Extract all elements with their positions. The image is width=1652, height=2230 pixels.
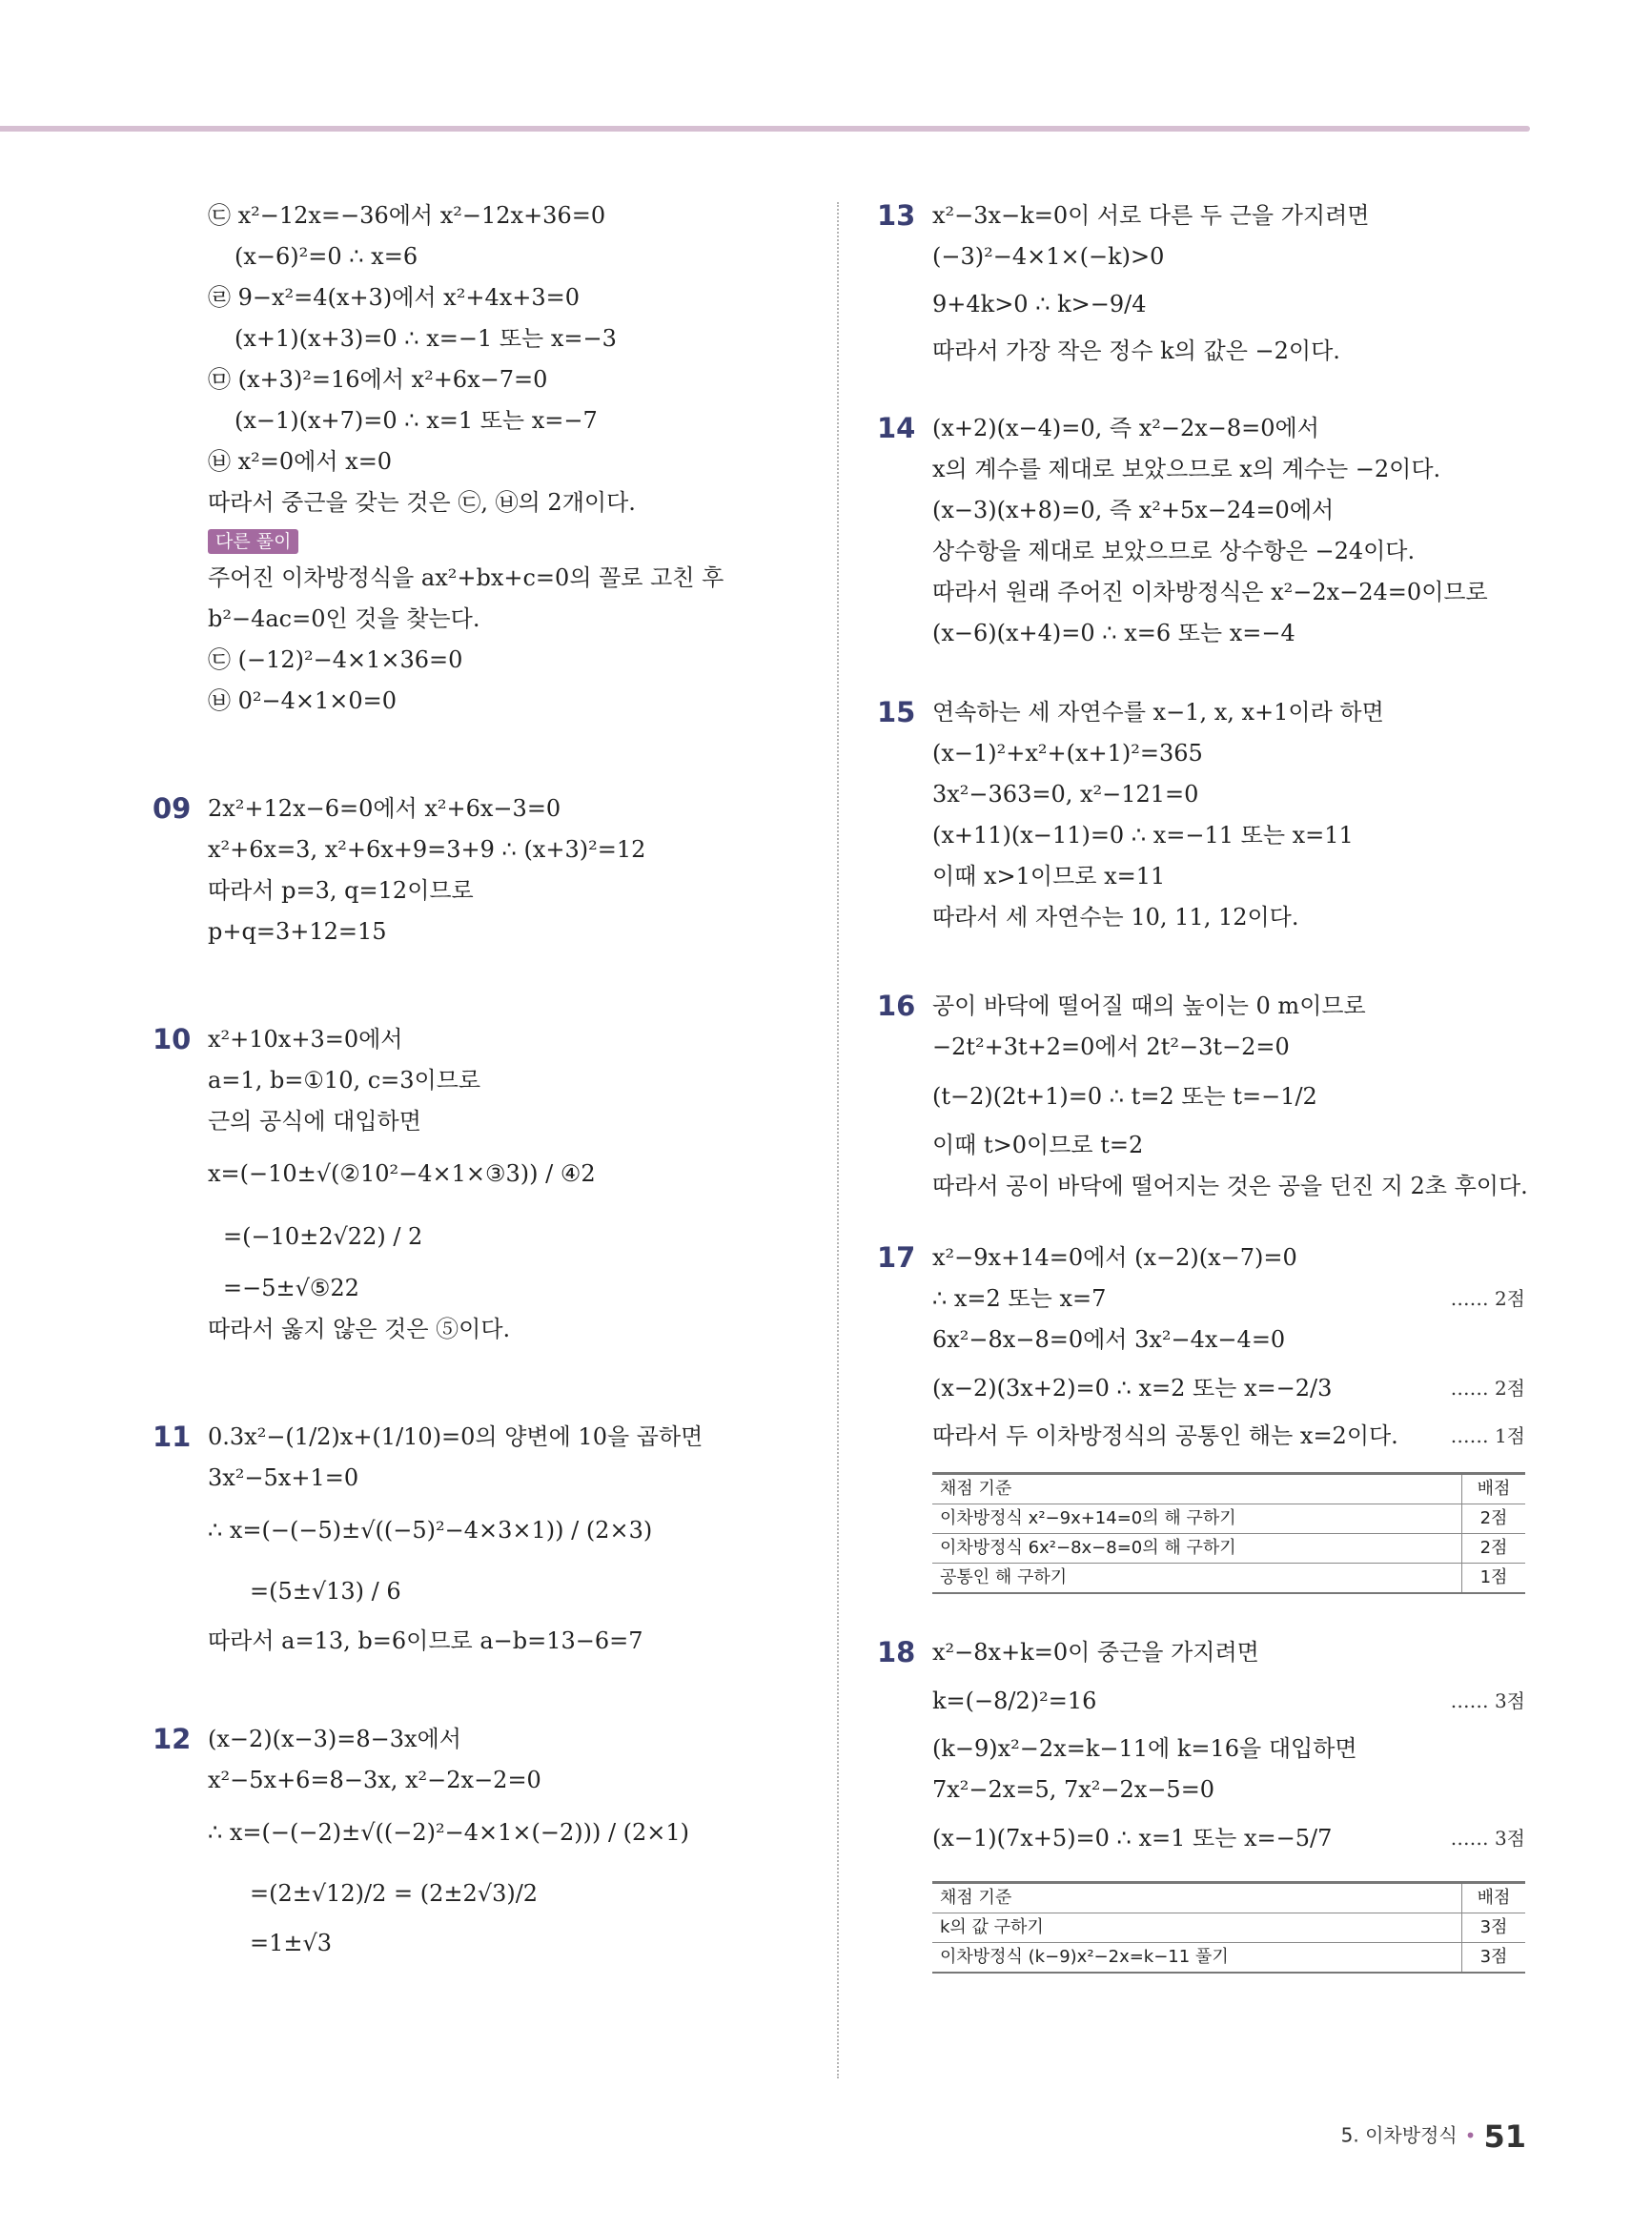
problem-18 [877,1632,1525,1974]
table-cell: 이차방정식 (k−9)x²−2x=k−11 풀기 [932,1943,1462,1974]
solution-line: (x−2)(x−3)=8−3x에서 [208,1726,461,1752]
table-row [932,1943,1525,1974]
solution-line: 이때 x>1이므로 x=11 [932,863,1166,890]
table-row [932,1564,1525,1594]
solution-line: p+q=3+12=15 [208,918,387,945]
solution-line [932,1361,1525,1416]
left-column [153,195,810,1964]
solution-line: ㉢ x²−12x=−36에서 x²−12x+36=0 [208,202,606,229]
solution-line: x=(−10±√(②10²−4×1×③3)) / ④2 [208,1160,596,1187]
solution-line: 따라서 가장 작은 정수 k의 값은 −2이다. [932,338,1340,364]
solution-line: (x+11)(x−11)=0 ∴ x=−11 또는 x=11 [932,822,1354,849]
solution-line: b²−4ac=0인 것을 찾는다. [208,605,480,632]
solution-text: x²−8x+k=0이 중근을 가지려면 [932,1639,1259,1666]
right-column [877,195,1528,1974]
solution-line: ∴ x=(−(−2)±√((−2)²−4×1×(−2))) / (2×1) [208,1819,690,1846]
table-row [932,1913,1525,1943]
solution-line: x²−5x+6=8−3x, x²−2x−2=0 [208,1767,541,1793]
solution-line [932,1320,1525,1361]
solution-line: 3x²−363=0, x²−121=0 [932,781,1199,808]
solution-line: 따라서 중근을 갖는 것은 ㉢, ㉥의 2개이다. [208,489,636,516]
solution-text: ∴ x=2 또는 x=7 [932,1285,1107,1312]
solution-line: ㉥ 0²−4×1×0=0 [208,687,398,714]
table-cell: k의 값 구하기 [932,1913,1462,1943]
problem-10 [153,1019,810,1350]
solution-line: (x−6)²=0 ∴ x=6 [235,243,418,270]
solution-line: ㉤ (x+3)²=16에서 x²+6x−7=0 [208,366,548,393]
problem-16 [877,986,1528,1207]
solution-line: a=1, b=①10, c=3이므로 [208,1067,481,1094]
problem-08-continued [153,195,810,722]
solution-line [932,1811,1525,1866]
problem-number: 13 [877,199,916,232]
table-row [932,1504,1525,1534]
bullet-icon: • [1464,2123,1477,2147]
solution-line: 따라서 세 자연수는 10, 11, 12이다. [932,904,1299,931]
table-header: 채점 기준 [932,1474,1462,1504]
solution-line: (x−3)(x+8)=0, 즉 x²+5x−24=0에서 [932,497,1335,523]
solution-line: 따라서 a=13, b=6이므로 a−b=13−6=7 [208,1627,643,1654]
table-cell: 공통인 해 구하기 [932,1564,1462,1594]
problem-11 [153,1417,810,1662]
table-header: 채점 기준 [932,1883,1462,1913]
solution-line: =(2±√12)/2 = (2±2√3)/2 [250,1880,539,1907]
score-note: …… 3점 [1450,1827,1525,1850]
solution-text: x²−9x+14=0에서 (x−2)(x−7)=0 [932,1244,1297,1271]
solution-line: (x−1)²+x²+(x+1)²=365 [932,740,1203,767]
problem-number: 11 [153,1421,192,1453]
problem-number: 10 [153,1023,192,1055]
score-note: …… 2점 [1450,1287,1525,1310]
problem-13 [877,195,1525,372]
alternative-solution-tag: 다른 풀이 [208,529,298,554]
solution-line: 따라서 원래 주어진 이차방정식은 x²−2x−24=0이므로 [932,579,1488,605]
page-number: 51 [1483,2118,1526,2155]
problem-number: 18 [877,1636,916,1668]
solution-text: k=(−8/2)²=16 [932,1688,1097,1714]
solution-text: (x−2)(3x+2)=0 ∴ x=2 또는 x=−2/3 [932,1375,1333,1401]
problem-number: 14 [877,412,916,444]
solution-line: ㉥ x²=0에서 x=0 [208,448,393,475]
solution-line [932,1770,1525,1811]
solution-line [932,1673,1525,1729]
solution-line [932,1632,1525,1673]
solution-line: 3x²−5x+1=0 [208,1464,359,1491]
table-cell: 이차방정식 6x²−8x−8=0의 해 구하기 [932,1534,1462,1564]
table-row [932,1534,1525,1564]
grading-table [932,1881,1525,1974]
solution-line: ∴ x=(−(−5)±√((−5)²−4×3×1)) / (2×3) [208,1517,653,1544]
problem-number: 17 [877,1241,916,1274]
grading-table [932,1472,1525,1594]
problem-12 [153,1719,810,1964]
solution-line [932,1729,1525,1770]
solution-line: (x+1)(x+3)=0 ∴ x=−1 또는 x=−3 [235,325,617,352]
solution-line: (x+2)(x−4)=0, 즉 x²−2x−8=0에서 [932,415,1319,441]
solution-line: −2t²+3t+2=0에서 2t²−3t−2=0 [932,1033,1290,1060]
solution-text: (x−1)(7x+5)=0 ∴ x=1 또는 x=−5/7 [932,1825,1333,1852]
table-cell: 2점 [1462,1534,1526,1564]
solution-line: 상수항을 제대로 보았으므로 상수항은 −24이다. [932,538,1416,564]
solution-line: 근의 공식에 대입하면 [208,1108,421,1135]
solution-line: x²+10x+3=0에서 [208,1026,403,1053]
problem-14 [877,408,1525,654]
table-cell: 2점 [1462,1504,1526,1534]
solution-line: 0.3x²−(1/2)x+(1/10)=0의 양변에 10을 곱하면 [208,1423,704,1450]
solution-line: ㉣ 9−x²=4(x+3)에서 x²+4x+3=0 [208,284,581,311]
problem-09 [153,788,810,952]
solution-line: =(−10±2√22) / 2 [223,1223,423,1250]
solution-line: 2x²+12x−6=0에서 x²+6x−3=0 [208,795,561,822]
problem-number: 12 [153,1723,192,1755]
column-divider [837,202,839,2078]
table-cell: 이차방정식 x²−9x+14=0의 해 구하기 [932,1504,1462,1534]
table-cell: 1점 [1462,1564,1526,1594]
solution-line: (t−2)(2t+1)=0 ∴ t=2 또는 t=−1/2 [932,1083,1317,1110]
problem-number: 15 [877,696,916,728]
problem-15 [877,692,1525,938]
solution-line: (−3)²−4×1×(−k)>0 [932,243,1165,270]
solution-line: 이때 t>0이므로 t=2 [932,1132,1144,1158]
solution-line [932,1238,1525,1279]
score-note: …… 3점 [1450,1689,1525,1712]
solution-line: 공이 바닥에 떨어질 때의 높이는 0 m이므로 [932,992,1366,1019]
solution-line: x의 계수를 제대로 보았으므로 x의 계수는 −2이다. [932,456,1441,482]
table-cell: 3점 [1462,1913,1526,1943]
table-header: 배점 [1462,1474,1526,1504]
solution-line: =−5±√⑤22 [223,1275,359,1301]
table-cell: 3점 [1462,1943,1526,1974]
solution-line: (x−1)(x+7)=0 ∴ x=1 또는 x=−7 [235,407,598,434]
table-header: 배점 [1462,1883,1526,1913]
solution-line: 따라서 공이 바닥에 떨어지는 것은 공을 던진 지 2초 후이다. [932,1173,1528,1199]
top-rule [0,126,1530,132]
page-footer [1341,2118,1526,2155]
solution-line: x²+6x=3, x²+6x+9=3+9 ∴ (x+3)²=12 [208,836,646,863]
solution-line [932,1279,1525,1320]
problem-17 [877,1238,1525,1594]
solution-line: =1±√3 [250,1930,333,1956]
solution-line: x²−3x−k=0이 서로 다른 두 근을 가지려면 [932,202,1370,229]
score-note: …… 2점 [1450,1377,1525,1400]
problem-number: 16 [877,990,916,1022]
solution-line [932,1416,1525,1457]
solution-line: 9+4k>0 ∴ k>−9/4 [932,291,1147,317]
solution-line: (x−6)(x+4)=0 ∴ x=6 또는 x=−4 [932,620,1295,646]
problem-number: 09 [153,792,192,825]
solution-line: 따라서 p=3, q=12이므로 [208,877,474,904]
solution-line: 주어진 이차방정식을 ax²+bx+c=0의 꼴로 고친 후 [208,564,724,591]
solution-text: (k−9)x²−2x=k−11에 k=16을 대입하면 [932,1735,1357,1762]
solution-text: 6x²−8x−8=0에서 3x²−4x−4=0 [932,1326,1286,1353]
solution-line: =(5±√13) / 6 [250,1578,401,1605]
solution-line: ㉢ (−12)²−4×1×36=0 [208,646,463,673]
score-note: …… 1점 [1450,1424,1525,1447]
solution-line: 따라서 옳지 않은 것은 ⑤이다. [208,1316,511,1342]
solution-text: 따라서 두 이차방정식의 공통인 해는 x=2이다. [932,1422,1398,1449]
solution-line: 연속하는 세 자연수를 x−1, x, x+1이라 하면 [932,699,1384,726]
solution-text: 7x²−2x=5, 7x²−2x−5=0 [932,1776,1215,1803]
chapter-title: 5. 이차방정식 [1340,2123,1458,2147]
